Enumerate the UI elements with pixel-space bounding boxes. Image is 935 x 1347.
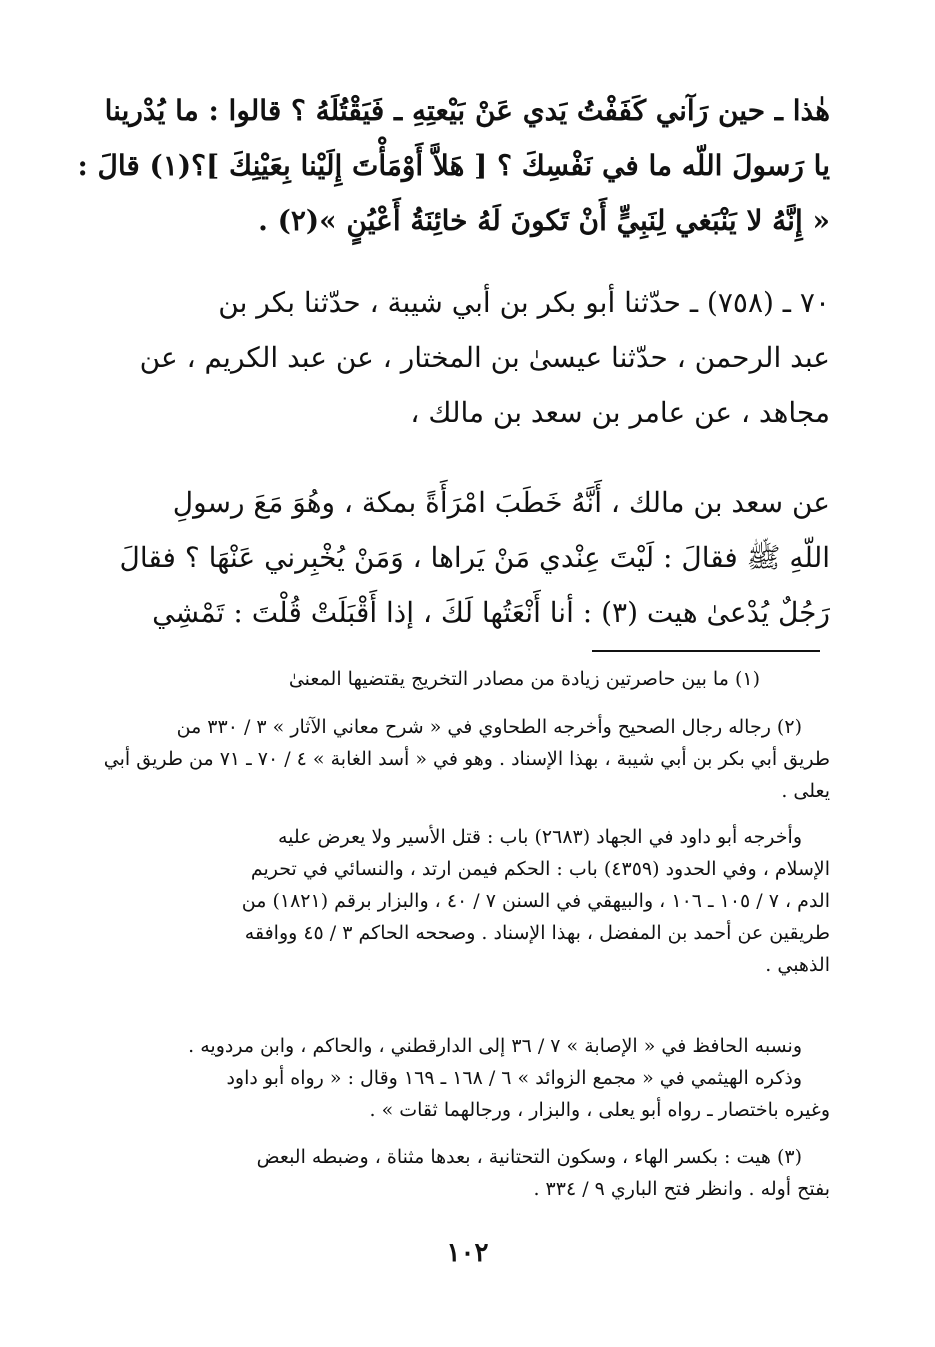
footnote-line: يعلى . bbox=[781, 780, 830, 802]
footnote-line: طريق أبي بكر بن أبي شيبة ، بهذا الإسناد . وهو في « أسد الغابة » ٤ / ٧٠ ـ ٧١ من طريق أبي bbox=[103, 748, 830, 770]
footnote-line: طريقين عن أحمد بن المفضل ، بهذا الإسناد . وصححه الحاكم ٣ / ٤٥ ووافقه bbox=[244, 922, 830, 944]
footnote-line: وذكره الهيثمي في « مجمع الزوائد » ٦ / ١٦٨ ـ ١٦٩ وقال : « رواه أبو داود bbox=[226, 1067, 802, 1089]
matn-paragraph bbox=[119, 475, 830, 640]
footnote-3 bbox=[130, 1141, 830, 1205]
text-line: مجاهد ، عن عامر بن سعد بن مالك ، bbox=[410, 396, 830, 429]
footnote-line: وغيره باختصار ـ رواه أبو يعلى ، والبزار ، ورجالهما ثقات » . bbox=[369, 1099, 830, 1121]
text-line: رَجُلٌ يُدْعىٰ هيت (٣) : أنا أَنْعَتُها لَكَ ، إذا أَقْبَلَتْ قُلْتَ : تَمْشِي bbox=[152, 596, 830, 629]
footnote-line: (٣) هيت : بكسر الهاء ، وسكون التحتانية ، بعدها مثناة ، وضبطه البعض bbox=[256, 1146, 802, 1168]
isnad-paragraph bbox=[130, 275, 830, 440]
text-line: عبد الرحمن ، حدّثنا عيسىٰ بن المختار ، عن عبد الكريم ، عن bbox=[139, 341, 830, 374]
text-line: اللّهِ ﷺ فقالَ : لَيْتَ عِنْدي مَنْ يَراها ، وَمَنْ يُخْبِرني عَنْهَا ؟ فقالَ bbox=[119, 541, 830, 574]
footnote-separator bbox=[592, 650, 820, 652]
text-line: « إِنَّهُ لا يَنْبَغي لِنَبِيٍّ أَنْ تَكونَ لَهُ خائِنَةُ أَعْيُنٍ »(٢) . bbox=[258, 204, 830, 237]
text-line: ٧٠ ـ (٧٥٨) ـ حدّثنا أبو بكر بن أبي شيبة ، حدّثنا بكر بن bbox=[218, 286, 830, 319]
footnote-line: بفتح أوله . وانظر فتح الباري ٩ / ٣٣٤ . bbox=[533, 1178, 830, 1200]
footnote-1 bbox=[130, 663, 830, 695]
footnote-line: الذهبي . bbox=[765, 954, 830, 976]
footnote-2-sources bbox=[130, 1030, 830, 1126]
footnote-line: وأخرجه أبو داود في الجهاد (٢٦٨٣) باب : قتل الأسير ولا يعرض عليه bbox=[277, 826, 802, 848]
footnote-line: الدم ، ٧ / ١٠٥ ـ ١٠٦ ، والبيهقي في السنن ٧ / ٤٠ ، والبزار برقم (١٨٢١) من bbox=[241, 890, 830, 912]
footnote-2 bbox=[103, 711, 830, 807]
text-line: هٰذا ـ حين رَآني كَفَفْتُ يَدي عَنْ بَيْعتِهِ ـ فَيَقْتُلَهُ ؟ قالوا : ما يُدْرينا bbox=[104, 94, 830, 127]
footnote-line: ونسبه الحافظ في « الإصابة » ٧ / ٣٦ إلى الدارقطني ، والحاكم ، وابن مردويه . bbox=[188, 1035, 802, 1057]
text-line: يا رَسولَ اللّه ما في نَفْسِكَ ؟ [ هَلاَّ أَوْمَأْتَ إِلَيْنا بِعَيْنِكَ ]؟(١) قالَ : bbox=[77, 149, 830, 182]
footnote-line: (٢) رجاله رجال الصحيح وأخرجه الطحاوي في « شرح معاني الآثار » ٣ / ٣٣٠ من bbox=[176, 716, 802, 738]
footnote-line: الإسلام ، وفي الحدود (٤٣٥٩) باب : الحكم فيمن ارتد ، والنسائي في تحريم bbox=[250, 858, 830, 880]
hadith-text-top bbox=[77, 83, 830, 248]
page-number: ١٠٢ bbox=[446, 1238, 489, 1268]
text-line: عن سعد بن مالك ، أَنَّهُ خَطَبَ امْرَأَةً بمكة ، وهُوَ مَعَ رسولِ bbox=[172, 486, 830, 519]
footnote-2-continued bbox=[130, 821, 830, 981]
footnote-line: (١) ما بين حاصرتين زيادة من مصادر التخريج يقتضيها المعنىٰ bbox=[288, 668, 760, 690]
